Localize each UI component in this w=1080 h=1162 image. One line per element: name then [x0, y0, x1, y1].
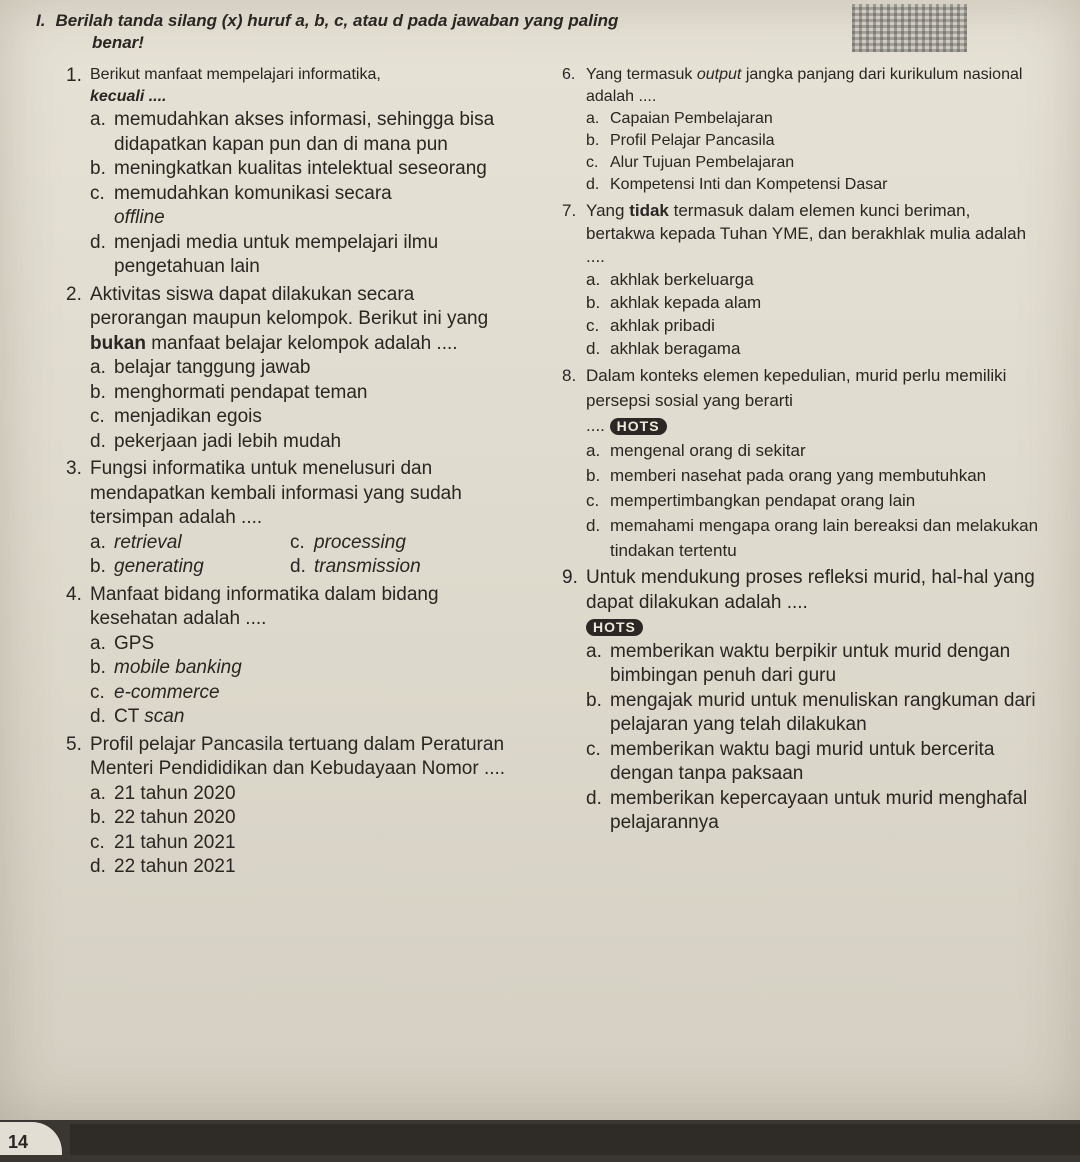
question-stem-keyword: bukan	[90, 332, 146, 354]
option-a[interactable]: a. memudahkan akses informasi, sehingga bisa didapatkan kapan pun dan di mana pun	[90, 109, 495, 155]
question-4	[66, 583, 516, 730]
question-number: 3.	[66, 458, 82, 479]
right-column	[562, 64, 1042, 839]
option-b[interactable]: b. generating	[90, 556, 204, 577]
question-stem-keyword: tidak	[629, 201, 669, 220]
option-d[interactable]: d. CT scan	[90, 706, 185, 727]
option-d[interactable]: d. Kompetensi Inti dan Kompetensi Dasar	[586, 176, 888, 193]
option-c[interactable]: c. 21 tahun 2021	[90, 831, 236, 853]
option-a[interactable]: a. belajar tanggung jawab	[90, 357, 311, 378]
question-number: 2.	[66, 283, 82, 305]
question-number: 1.	[66, 65, 82, 86]
option-b[interactable]: b. meningkatkan kualitas intelektual seseorang	[90, 158, 487, 179]
question-2: 2. Aktivitas siswa dapat dilakukan secara perorangan maupun kelompok. Berikut ini yang bukan manfaat belajar kelompok adalah .... a. belajar tanggung jawab b. menghormati pendapat teman c. menjadikan egois d. pekerjaan jadi lebih mudah	[66, 283, 516, 455]
question-7: 7. Yang tidak termasuk dalam elemen kunci beriman, bertakwa kepada Tuhan YME, dan berakhlak mulia adalah .... a. akhlak berkeluarga b. akhlak kepada alam c. akhlak pribadi d. akhlak beragama	[562, 199, 1042, 360]
option-d[interactable]: d. akhlak beragama	[586, 339, 741, 358]
option-d[interactable]: d. menjadi media untuk mempelajari ilmu pengetahuan lain	[90, 231, 439, 277]
instructions-line-2: benar!	[92, 33, 144, 52]
option-c[interactable]: c. memberikan waktu bagi murid untuk bercerita dengan tanpa paksaan	[586, 738, 995, 784]
option-a[interactable]: a. mengenal orang di sekitar	[586, 441, 806, 460]
question-number: 5.	[66, 733, 82, 755]
option-b[interactable]: b. mobile banking	[90, 657, 242, 678]
question-8: 8. Dalam konteks elemen kepedulian, murid perlu memiliki persepsi sosial yang berarti .... HOTS a. mengenal orang di sekitar b. memberi nasehat pada orang yang membutuhkan c. mempertimbangkan pendapat orang lain d. memahami mengapa orang lain bereaksi dan melakukan tindakan tertentu	[562, 363, 1042, 563]
option-b[interactable]: b. akhlak kepada alam	[586, 293, 762, 312]
page-number: 14	[0, 1122, 62, 1155]
question-number: 6.	[562, 66, 576, 83]
option-d[interactable]: d. 22 tahun 2021	[90, 856, 236, 877]
question-number: 7.	[562, 201, 577, 220]
option-c[interactable]: c. e-commerce	[90, 681, 220, 703]
option-b[interactable]: b. memberi nasehat pada orang yang membutuhkan	[586, 466, 987, 485]
option-b[interactable]: b. mengajak murid untuk menuliskan rangkuman dari pelajaran yang telah dilakukan	[586, 689, 1036, 735]
option-c[interactable]: c. menjadikan egois	[90, 406, 262, 427]
question-9	[562, 566, 1042, 836]
question-stem: Dalam konteks elemen kepedulian, murid perlu memiliki persepsi sosial yang berarti	[586, 366, 1007, 410]
option-a[interactable]: a. akhlak berkeluarga	[586, 270, 754, 289]
question-stem: Manfaat bidang informatika dalam bidang kesehatan adalah ....	[90, 583, 439, 629]
option-a[interactable]: a. GPS	[90, 632, 155, 654]
option-b[interactable]: b. 22 tahun 2020	[90, 807, 236, 828]
option-d[interactable]: d. memahami mengapa orang lain bereaksi dan melakukan tindakan tertentu	[586, 516, 1039, 560]
option-c[interactable]: c. processing	[290, 531, 406, 553]
question-stem: Fungsi informatika untuk menelusuri dan mendapatkan kembali informasi yang sudah tersimpan adalah ....	[90, 458, 462, 528]
question-stem: Untuk mendukung proses refleksi murid, hal-hal yang dapat dilakukan adalah ....	[586, 567, 1035, 613]
question-1	[66, 64, 516, 280]
qr-code-image	[852, 4, 967, 52]
question-3	[66, 457, 516, 580]
question-stem-keyword: kecuali ....	[90, 88, 167, 105]
bottom-shadow-strip	[70, 1124, 1080, 1155]
section-number: I.	[36, 11, 46, 30]
option-a[interactable]: a. 21 tahun 2020	[90, 782, 236, 804]
question-5	[66, 733, 516, 880]
question-number: 8.	[562, 366, 577, 385]
option-a[interactable]: a. Capaian Pembelajaran	[586, 110, 773, 127]
instructions-line-1: Berilah tanda silang (x) huruf a, b, c, atau d pada jawaban yang paling	[55, 11, 619, 30]
option-a[interactable]: a. memberikan waktu berpikir untuk murid dengan bimbingan penuh dari guru	[586, 640, 1011, 686]
question-stem: Berikut manfaat mempelajari informatika,	[90, 66, 381, 83]
instructions-header	[36, 10, 836, 54]
question-6: 6. Yang termasuk output jangka panjang dari kurikulum nasional adalah .... a. Capaian Pembelajaran b. Profil Pelajar Pancasila c. Alur Tujuan Pembelajaran d. Kompetensi Inti dan Kompetensi Dasar	[562, 64, 1042, 196]
question-number: 4.	[66, 583, 82, 605]
option-d[interactable]: d. pekerjaan jadi lebih mudah	[90, 430, 342, 452]
option-b[interactable]: b. menghormati pendapat teman	[90, 381, 368, 403]
option-a[interactable]: a. retrieval	[90, 531, 182, 553]
option-c[interactable]: c. memudahkan komunikasi secara offline	[90, 182, 392, 228]
option-b[interactable]: b. Profil Pelajar Pancasila	[586, 132, 775, 149]
question-stem: Profil pelajar Pancasila tertuang dalam Peraturan Menteri Pendididikan dan Kebudayaan Nomor ....	[90, 733, 506, 779]
hots-badge: HOTS	[610, 418, 667, 435]
option-c[interactable]: c. akhlak pribadi	[586, 316, 715, 335]
left-column	[66, 64, 516, 883]
option-d[interactable]: d. transmission	[290, 556, 421, 577]
option-c[interactable]: c. Alur Tujuan Pembelajaran	[586, 154, 795, 171]
hots-badge: HOTS	[586, 619, 643, 636]
option-d[interactable]: d. memberikan kepercayaan untuk murid menghafal pelajarannya	[586, 787, 1028, 833]
question-number: 9.	[562, 567, 578, 588]
option-c[interactable]: c. mempertimbangkan pendapat orang lain	[586, 491, 916, 510]
